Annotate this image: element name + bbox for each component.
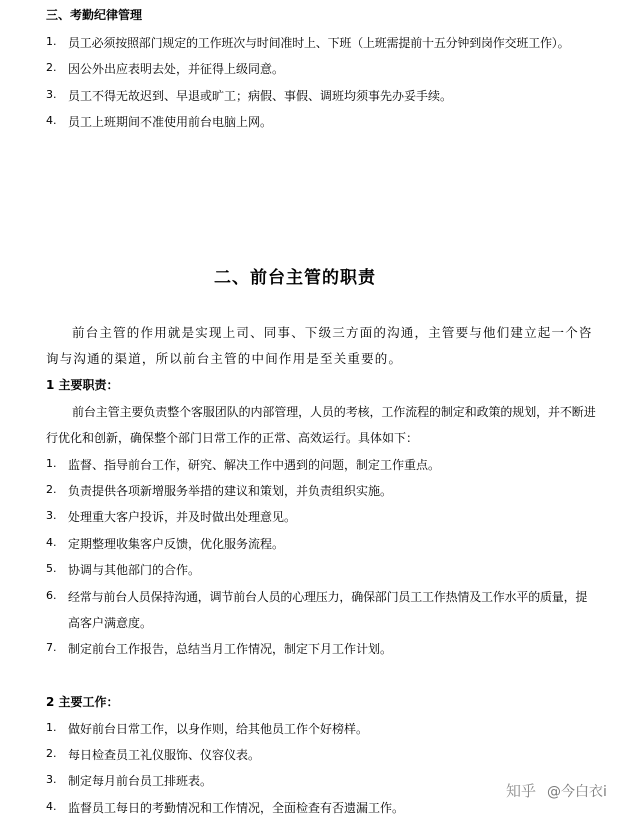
duty-item-text: 定期整理收集客户反馈，优化服务流程。 [68, 537, 285, 551]
duty-item-text: 协调与其他部门的合作。 [68, 563, 201, 577]
duty-item-text: 制定前台工作报告，总结当月工作情况，制定下月工作计划。 [68, 642, 393, 656]
work-item-text: 制定每月前台员工排班表。 [68, 774, 213, 788]
attendance-item-num: 3. [46, 88, 57, 101]
zhihu-watermark-logo: 知乎 [506, 782, 537, 800]
duty-item-num: 4. [46, 536, 57, 549]
work-heading: 2 主要工作： [46, 695, 119, 709]
duty-item-text: 经常与前台人员保持沟通，调节前台人员的心理压力，确保部门员工工作热情及工作水平的质量，提 [68, 590, 588, 604]
attendance-item-text: 员工不得无故迟到、早退或旷工；病假、事假、调班均须事先办妥手续。 [68, 89, 453, 103]
work-item-num: 3. [46, 773, 57, 786]
work-item-num: 4. [46, 800, 57, 813]
work-item-text: 监督员工每日的考勤情况和工作情况，全面检查有否遗漏工作。 [68, 801, 405, 815]
duty-item-num: 6. [46, 589, 57, 602]
duty-item-text: 监督、指导前台工作，研究、解决工作中遇到的问题，制定工作重点。 [68, 458, 441, 472]
attendance-heading: 三、考勤纪律管理 [46, 8, 143, 22]
duty-item-text: 负责提供各项新增服务举措的建议和策划，并负责组织实施。 [68, 484, 393, 498]
work-item-text: 做好前台日常工作，以身作则，给其他员工作个好榜样。 [68, 722, 369, 736]
work-item-text: 每日检查员工礼仪服饰、仪容仪表。 [68, 748, 261, 762]
duties-intro-line: 行优化和创新，确保整个部门日常工作的正常、高效运行。具体如下： [46, 431, 419, 445]
intro-paragraph-line: 前台主管的作用就是实现上司、同事、下级三方面的沟通，主管要与他们建立起一个咨 [72, 325, 593, 340]
attendance-item-text: 员工上班期间不准使用前台电脑上网。 [68, 115, 273, 129]
attendance-item-text: 员工必须按照部门规定的工作班次与时间准时上、下班（上班需提前十五分钟到岗作交班工作）。 [68, 36, 570, 50]
duties-intro-line: 前台主管主要负责整个客服团队的内部管理，人员的考核，工作流程的制定和政策的规划，并不断进 [72, 405, 596, 419]
attendance-item-text: 因公外出应表明去处，并征得上级同意。 [68, 62, 285, 76]
duty-item-num: 5. [46, 562, 57, 575]
duty-item-num: 2. [46, 483, 57, 496]
duty-item-continuation: 高客户满意度。 [68, 616, 153, 630]
duties-heading: 1 主要职责： [46, 378, 119, 392]
author-watermark: @今白衣i [547, 784, 607, 800]
attendance-item-num: 2. [46, 61, 57, 74]
duty-item-text: 处理重大客户投诉，并及时做出处理意见。 [68, 510, 297, 524]
duty-item-num: 3. [46, 509, 57, 522]
duty-item-num: 7. [46, 641, 57, 654]
work-item-num: 2. [46, 747, 57, 760]
intro-paragraph-line: 询与沟通的渠道，所以前台主管的中间作用是至关重要的。 [46, 351, 403, 366]
work-item-num: 1. [46, 721, 57, 734]
attendance-item-num: 1. [46, 35, 57, 48]
duty-item-num: 1. [46, 457, 57, 470]
attendance-item-num: 4. [46, 114, 57, 127]
section-title: 二、前台主管的职责 [214, 268, 376, 288]
